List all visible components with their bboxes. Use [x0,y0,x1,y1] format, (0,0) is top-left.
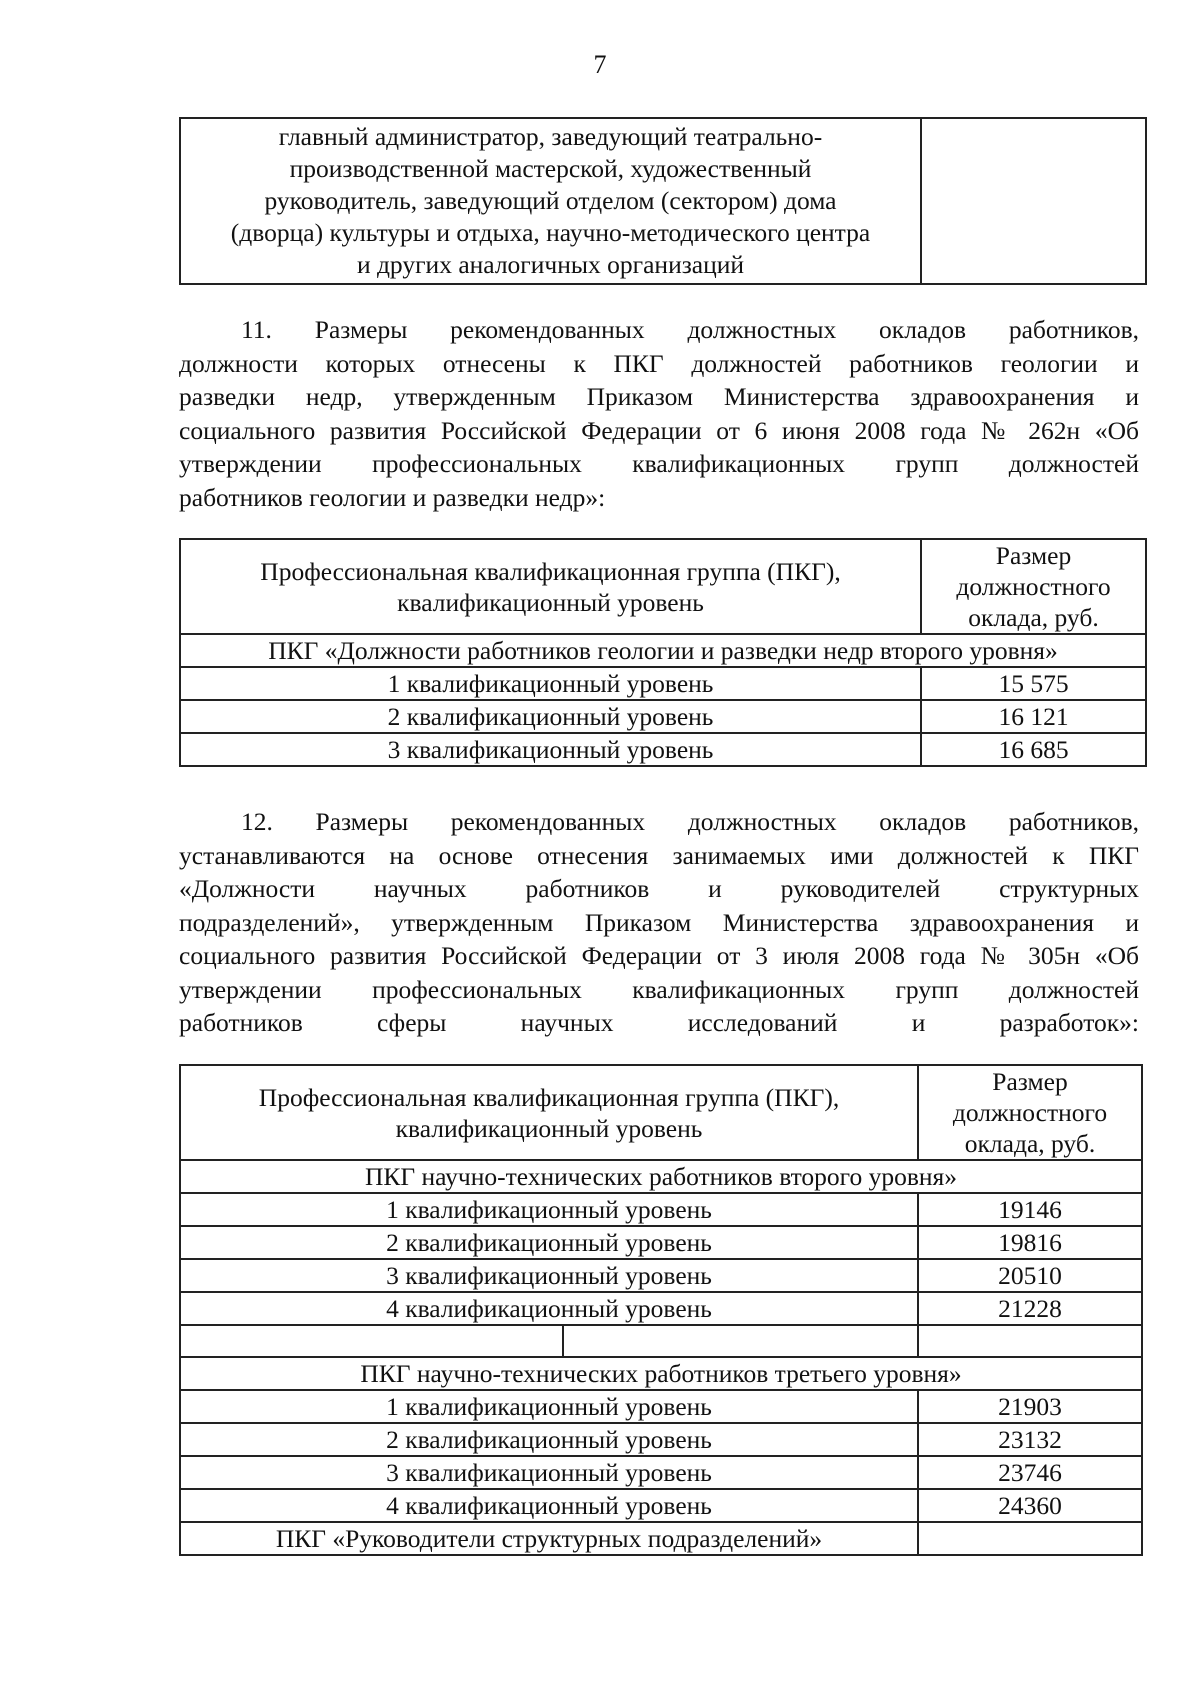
group-title: ПКГ научно-технических работников третьего уровня» [180,1357,1142,1390]
level-cell: 4 квалификационный уровень [180,1489,918,1522]
header-salary [921,539,1146,634]
group-title: ПКГ «Руководители структурных подразделений» [180,1522,918,1555]
level-cell: 1 квалификационный уровень [180,1193,918,1226]
position-description-line: и других аналогичных организаций [356,250,745,279]
paragraph-line: утверждении профессиональных квалификационных групп должностей [179,449,1139,478]
position-description-line: производственной мастерской, художественный [289,154,812,183]
empty-cell [180,1325,563,1357]
salary-cell [921,118,1146,284]
header-line: должностного [956,572,1111,601]
table-row [180,667,1146,700]
table-header-row [180,539,1146,634]
position-description-line: (дворца) культуры и отдыха, научно-методического центра [230,218,871,247]
paragraph-line: работников сферы научных исследований и разработок»: [179,1008,1139,1037]
table-row [180,1456,1142,1489]
empty-cell [918,1325,1142,1357]
empty-cell [563,1325,918,1357]
paragraph-line: 11. Размеры рекомендованных должностных окладов работников, [241,315,1139,344]
salary-cell: 21228 [918,1292,1142,1325]
level-cell: 1 квалификационный уровень [180,667,921,700]
header-salary [918,1065,1142,1160]
paragraph-12 [179,805,1139,1040]
header-line: Профессиональная квалификационная группа (ПКГ), [260,556,841,586]
paragraph-line: социального развития Российской Федерации от 6 июня 2008 года № 262н «Об [179,415,1139,445]
position-description-cell [180,118,921,284]
table-row [180,1390,1142,1423]
header-line: оклада, руб. [964,1129,1096,1158]
salary-cell: 21903 [918,1390,1142,1423]
table-row [180,1292,1142,1325]
continuation-table [179,117,1147,285]
level-cell: 1 квалификационный уровень [180,1390,918,1423]
group-title: ПКГ научно-технических работников второго уровня» [180,1160,1142,1193]
table-row [180,1259,1142,1292]
level-cell: 4 квалификационный уровень [180,1292,918,1325]
header-line: Размер [995,541,1072,570]
page-number: 7 [593,50,607,79]
header-line: Размер [992,1067,1068,1096]
header-line: должностного [952,1098,1108,1127]
salary-cell [918,1522,1142,1555]
level-cell: 2 квалификационный уровень [180,1226,918,1259]
salary-cell: 24360 [918,1489,1142,1522]
position-description-line: главный администратор, заведующий театрально- [278,122,823,151]
table-header-row [180,1065,1142,1160]
header-line: квалификационный уровень [397,587,704,617]
table-row [180,733,1146,766]
group-title: ПКГ «Должности работников геологии и разведки недр второго уровня» [180,634,1146,667]
science-salary-table [179,1064,1143,1556]
salary-cell: 15 575 [921,667,1146,700]
paragraph-line: подразделений», утвержденным Приказом Министерства здравоохранения и [179,907,1139,937]
salary-cell: 23132 [918,1423,1142,1456]
level-cell: 3 квалификационный уровень [180,1456,918,1489]
salary-cell: 19816 [918,1226,1142,1259]
level-cell: 3 квалификационный уровень [180,733,921,766]
table-row [180,1423,1142,1456]
geology-salary-table [179,538,1147,767]
table-row [180,700,1146,733]
group-title-row [180,1160,1142,1193]
table-row [180,118,1146,284]
paragraph-11 [179,313,1139,514]
level-cell: 2 квалификационный уровень [180,1423,918,1456]
paragraph-line: «Должности научных работников и руководителей структурных [179,874,1139,903]
header-group-level [180,1065,918,1160]
salary-cell: 16 685 [921,733,1146,766]
table-row [180,1522,1142,1555]
header-group-level [180,539,921,634]
header-line: Профессиональная квалификационная группа (ПКГ), [258,1082,840,1112]
group-title-row [180,1357,1142,1390]
paragraph-line: должности которых отнесены к ПКГ должностей работников геологии и [179,348,1139,378]
table-row [180,1193,1142,1226]
salary-cell: 20510 [918,1259,1142,1292]
header-line: оклада, руб. [968,603,1099,632]
paragraph-line: устанавливаются на основе отнесения занимаемых ими должностей к ПКГ [179,840,1139,870]
header-line: квалификационный уровень [395,1113,703,1143]
paragraph-line: социального развития Российской Федерации от 3 июля 2008 года № 305н «Об [179,941,1139,970]
salary-cell: 16 121 [921,700,1146,733]
group-title-row [180,634,1146,667]
level-cell: 2 квалификационный уровень [180,700,921,733]
position-description-line: руководитель, заведующий отделом (сектором) дома [264,186,837,215]
paragraph-line: утверждении профессиональных квалификационных групп должностей [179,974,1139,1004]
table-row [180,1226,1142,1259]
empty-row [180,1325,1142,1357]
table-row [180,1489,1142,1522]
level-cell: 3 квалификационный уровень [180,1259,918,1292]
salary-cell: 23746 [918,1456,1142,1489]
paragraph-line: разведки недр, утвержденным Приказом Министерства здравоохранения и [179,382,1139,411]
salary-cell: 19146 [918,1193,1142,1226]
paragraph-line: работников геологии и разведки недр»: [179,482,606,512]
paragraph-line: 12. Размеры рекомендованных должностных окладов работников, [241,807,1139,836]
